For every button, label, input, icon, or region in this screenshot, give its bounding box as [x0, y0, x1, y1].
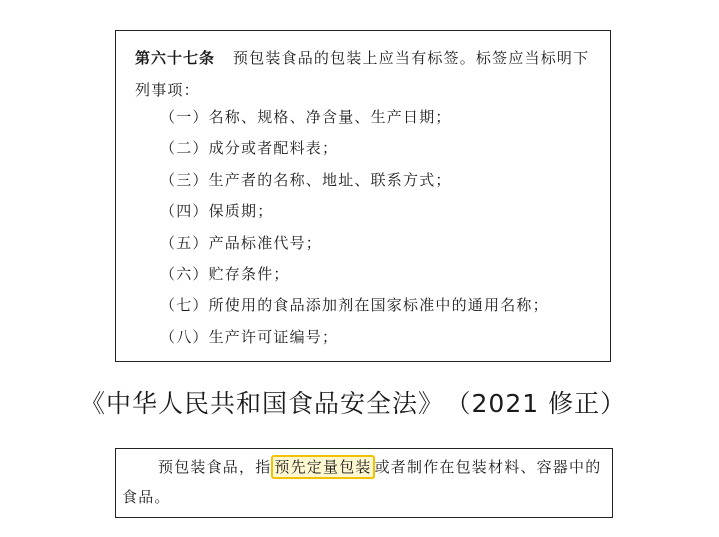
law-name: 《中华人民共和国食品安全法》: [80, 389, 445, 418]
definition-after: 或者制作在包装材料、容器中的食品。: [122, 458, 602, 506]
definition-paragraph: [122, 452, 610, 512]
highlighted-term: 预先定量包装: [271, 455, 374, 479]
article-heading: 第六十七条: [135, 49, 216, 67]
article-paragraph: [135, 42, 605, 106]
article-body: 预包装食品的包装上应当有标签。标签应当标明下列事项：: [135, 49, 590, 99]
definition-before: 预包装食品，指: [158, 458, 272, 476]
article-item: （四）保质期；: [160, 202, 274, 221]
law-edition: （2021 修正）: [458, 389, 627, 418]
article-item: （五）产品标准代号；: [160, 233, 323, 252]
article-item: （一）名称、规格、净含量、生产日期；: [160, 108, 452, 126]
article-item: （八）生产许可证编号；: [160, 327, 339, 346]
article-item: （六）贮存条件；: [160, 264, 290, 283]
article-items: [160, 102, 549, 353]
article-item: （二）成分或者配料表；: [160, 139, 339, 158]
law-title: [80, 386, 640, 422]
article-item: （七）所使用的食品添加剂在国家标准中的通用名称；: [160, 296, 549, 315]
article-item: （三）生产者的名称、地址、联系方式；: [160, 170, 452, 189]
